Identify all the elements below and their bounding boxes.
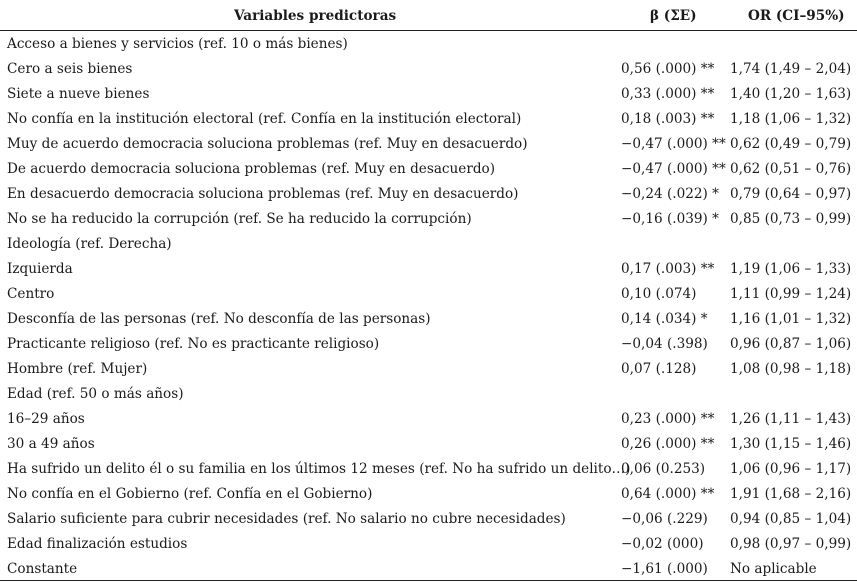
cell-odds-ratio: 1,30 (1,15 – 1,46) [730,436,852,452]
table-row [0,82,857,107]
cell-variable: Salario suficiente para cubrir necesidades (ref. No salario no cubre necesidades) [7,511,566,527]
table-row [0,357,857,382]
table-row [0,557,857,582]
cell-odds-ratio: 1,91 (1,68 – 2,16) [730,486,852,502]
table-row [0,432,857,457]
table-row [0,532,857,557]
cell-odds-ratio: 0,62 (0,51 – 0,76) [730,161,852,177]
cell-beta: −0,04 (.398) [621,336,708,352]
cell-variable: En desacuerdo democracia soluciona problemas (ref. Muy en desacuerdo) [7,186,519,202]
cell-odds-ratio: 1,26 (1,11 – 1,43) [730,411,852,427]
cell-variable: Centro [7,286,55,302]
cell-variable: Ha sufrido un delito él o su familia en los últimos 12 meses (ref. No ha sufrido un delito…) [7,461,631,477]
cell-odds-ratio: 1,08 (0,98 – 1,18) [730,361,852,377]
cell-variable: Practicante religioso (ref. No es practicante religioso) [7,336,380,352]
cell-variable: No confía en la institución electoral (ref. Confía en la institución electoral) [7,111,522,127]
table-row [0,107,857,132]
cell-odds-ratio: 0,85 (0,73 – 0,99) [730,211,852,227]
cell-odds-ratio: 1,11 (0,99 – 1,24) [730,286,852,302]
cell-odds-ratio: 0,98 (0,97 – 0,99) [730,536,852,552]
cell-variable: Izquierda [7,261,73,277]
cell-beta: 0,07 (.128) [621,361,697,377]
cell-beta: −0,02 (000) [621,536,704,552]
cell-beta: 0,17 (.003) ** [621,261,715,277]
table-row [0,182,857,207]
table-body [0,32,857,582]
cell-variable: Edad (ref. 50 o más años) [7,386,184,402]
cell-beta: −0,06 (.229) [621,511,708,527]
cell-odds-ratio: 0,79 (0,64 – 0,97) [730,186,852,202]
cell-variable: 30 a 49 años [7,436,95,452]
cell-beta: −0,47 (.000) ** [621,161,726,177]
table-row [0,32,857,57]
cell-odds-ratio: 0,62 (0,49 – 0,79) [730,136,852,152]
cell-variable: 16–29 años [7,411,85,427]
table-row [0,407,857,432]
cell-odds-ratio: 1,74 (1,49 – 2,04) [730,61,852,77]
header-beta: β (ΣE) [650,8,697,24]
table-row [0,157,857,182]
header-odds-ratio: OR (CI–95%) [748,8,845,24]
table-row [0,57,857,82]
cell-beta: 0,18 (.003) ** [621,111,715,127]
table-row [0,307,857,332]
table-row [0,132,857,157]
cell-beta: −0,16 (.039) * [621,211,719,227]
cell-odds-ratio: No aplicable [730,561,817,577]
table-row [0,232,857,257]
table-row [0,257,857,282]
cell-beta: −0,47 (.000) ** [621,136,726,152]
cell-odds-ratio: 1,40 (1,20 – 1,63) [730,86,852,102]
cell-beta: −1,61 (.000) [621,561,708,577]
cell-beta: 0,33 (.000) ** [621,86,715,102]
cell-variable: Cero a seis bienes [7,61,133,77]
cell-odds-ratio: 1,06 (0,96 – 1,17) [730,461,852,477]
cell-variable: Muy de acuerdo democracia soluciona problemas (ref. Muy en desacuerdo) [7,136,528,152]
cell-beta: −0,24 (.022) * [621,186,719,202]
cell-beta: 0,64 (.000) ** [621,486,715,502]
cell-beta: 0,10 (.074) [621,286,697,302]
cell-odds-ratio: 1,18 (1,06 – 1,32) [730,111,852,127]
cell-beta: 0,23 (.000) ** [621,411,715,427]
cell-variable: Edad finalización estudios [7,536,188,552]
table-row [0,282,857,307]
table-bottom-rule [0,580,857,581]
cell-odds-ratio: 0,96 (0,87 – 1,06) [730,336,852,352]
cell-variable: Acceso a bienes y servicios (ref. 10 o más bienes) [7,36,348,52]
cell-odds-ratio: 0,94 (0,85 – 1,04) [730,511,852,527]
cell-variable: Hombre (ref. Mujer) [7,361,148,377]
cell-beta: 0,06 (0.253) [621,461,706,477]
cell-beta: 0,56 (.000) ** [621,61,715,77]
cell-variable: Constante [7,561,78,577]
table-row [0,382,857,407]
table-row [0,457,857,482]
cell-variable: Ideología (ref. Derecha) [7,236,172,252]
cell-beta: 0,26 (.000) ** [621,436,715,452]
cell-odds-ratio: 1,16 (1,01 – 1,32) [730,311,852,327]
cell-variable: No confía en el Gobierno (ref. Confía en el Gobierno) [7,486,373,502]
table-row [0,207,857,232]
cell-variable: Siete a nueve bienes [7,86,150,102]
table-row [0,332,857,357]
table-header [0,0,857,31]
table-row [0,507,857,532]
cell-variable: No se ha reducido la corrupción (ref. Se ha reducido la corrupción) [7,211,472,227]
header-variables: Variables predictoras [234,8,397,24]
cell-variable: Desconfía de las personas (ref. No desconfía de las personas) [7,311,431,327]
cell-variable: De acuerdo democracia soluciona problemas (ref. Muy en desacuerdo) [7,161,496,177]
cell-odds-ratio: 1,19 (1,06 – 1,33) [730,261,852,277]
cell-beta: 0,14 (.034) * [621,311,708,327]
table-row [0,482,857,507]
